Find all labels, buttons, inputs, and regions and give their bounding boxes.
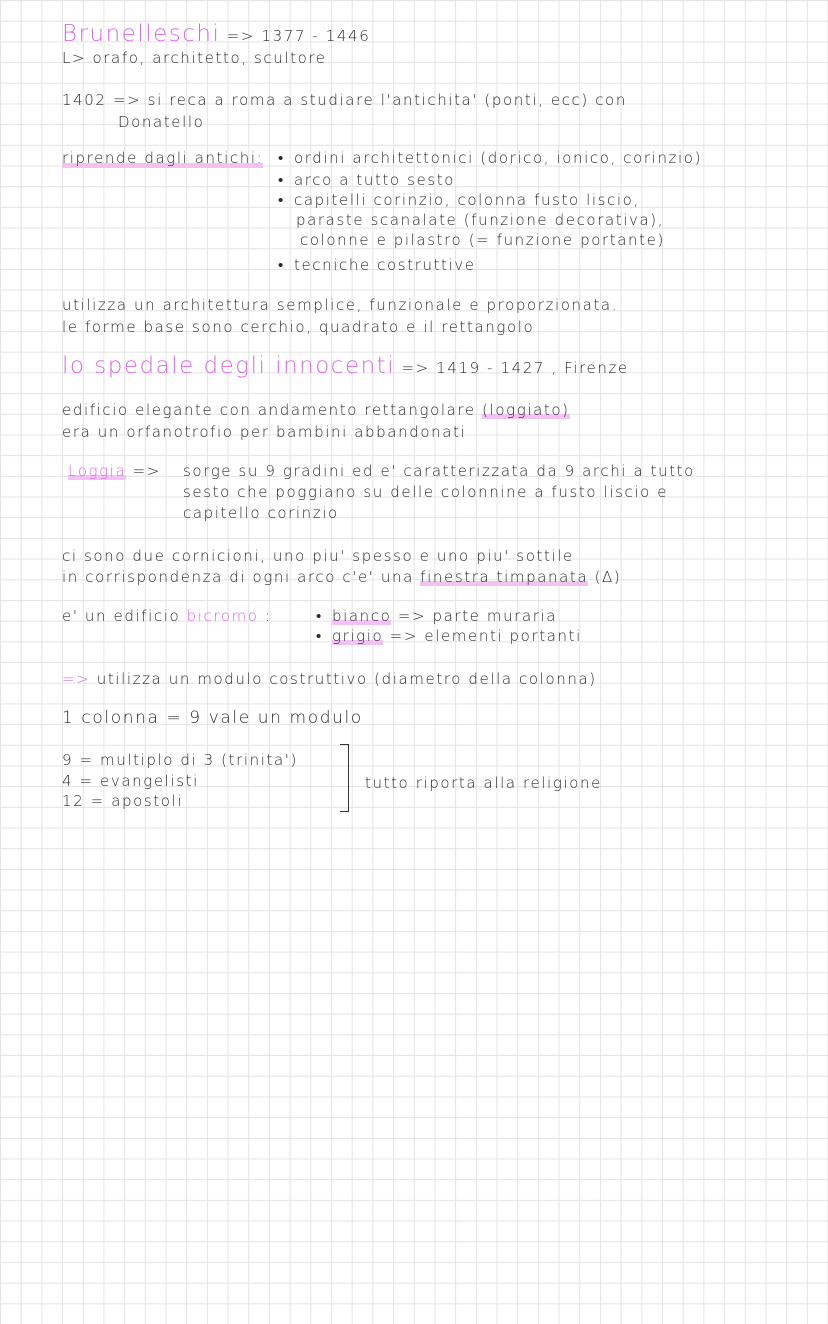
paragraph	[62, 400, 570, 420]
bullet-text: ordini architettonici (dorico, ionico, corinzio)	[294, 149, 703, 167]
dates: => 1419 - 1427 , Firenze	[401, 359, 629, 377]
bullet-cont: colonne e pilastro (= funzione portante)	[300, 231, 665, 249]
title-text: Brunelleschi	[62, 21, 221, 47]
text: utilizza un modulo costruttivo (diametro della colonna)	[96, 670, 597, 688]
heading-brunelleschi	[62, 20, 370, 48]
trip-line-2: Donatello	[118, 113, 205, 131]
bullet-item	[278, 170, 455, 190]
loggia-line	[68, 461, 161, 481]
bicromo: bicromo	[186, 607, 259, 625]
highlight: bianco	[332, 607, 392, 625]
bullet-item	[278, 148, 702, 168]
bullet-text: tecniche costruttive	[294, 256, 476, 274]
bullet-item	[316, 606, 557, 626]
riprende-label: riprende dagli antichi:	[62, 149, 264, 167]
bullet-icon: •	[278, 171, 285, 189]
trip-text: si reca a roma a studiare l'antichita' (ponti, ecc) con	[147, 91, 627, 109]
bullet-item	[278, 190, 640, 210]
number-meaning: 12 = apostoli	[62, 792, 184, 810]
arrow: =>	[132, 462, 161, 480]
number-meaning: 4 = evangelisti	[62, 772, 199, 790]
number-meaning: 9 = multiplo di 3 (trinita')	[62, 751, 298, 769]
highlight: finestra timpanata	[420, 568, 589, 586]
bullet-icon: •	[316, 607, 323, 625]
bullet-text: capitelli corinzio, colonna fusto liscio,	[294, 191, 640, 209]
dates: => 1377 - 1446	[226, 27, 371, 45]
year: 1402 =>	[62, 91, 142, 109]
title-text: lo spedale degli innocenti	[62, 353, 396, 379]
roles: L> orafo, architetto, scultore	[62, 49, 327, 67]
heading-spedale	[62, 352, 629, 380]
bullet-icon: •	[278, 149, 285, 167]
text: => parte muraria	[391, 607, 558, 625]
bicromo-line	[62, 606, 272, 626]
conclusion: tutto riporta alla religione	[365, 774, 602, 792]
text: edificio elegante con andamento rettangolare	[62, 401, 483, 419]
trip-line	[62, 90, 627, 110]
paragraph	[62, 567, 621, 587]
paragraph: sorge su 9 gradini ed e' caratterizzata da 9 archi a tutto	[183, 462, 695, 480]
modulo-line	[62, 669, 597, 689]
bullet-icon: •	[278, 256, 285, 274]
bullet-cont: paraste scanalate (funzione decorativa),	[296, 211, 665, 229]
bullet-item	[316, 626, 582, 646]
paragraph: era un orfanotrofio per bambini abbandonati	[62, 423, 467, 441]
bullet-item	[278, 255, 476, 275]
paragraph: 1 colonna = 9 vale un modulo	[62, 708, 363, 728]
text: (Δ)	[588, 568, 622, 586]
arrow: =>	[62, 670, 91, 688]
loggia-label: Loggia	[68, 462, 127, 480]
bullet-text: arco a tutto sesto	[294, 171, 455, 189]
paragraph: ci sono due cornicioni, uno piu' spesso e uno piu' sottile	[62, 547, 574, 565]
highlight: grigio	[332, 627, 384, 645]
bullet-icon: •	[278, 191, 285, 209]
text: e' un edificio	[62, 607, 187, 625]
paragraph: sesto che poggiano su delle colonnine a fusto liscio e	[183, 483, 669, 501]
paragraph: le forme base sono cerchio, quadrato e il rettangolo	[62, 318, 535, 336]
highlight: (loggiato)	[482, 401, 570, 419]
bullet-icon: •	[316, 627, 323, 645]
paragraph: capitello corinzio	[183, 504, 339, 522]
text: => elementi portanti	[383, 627, 582, 645]
colon: :	[258, 607, 272, 625]
paragraph: utilizza un architettura semplice, funzionale e proporzionata.	[62, 296, 619, 314]
text: in corrispondenza di ogni arco c'e' una	[62, 568, 421, 586]
brace	[340, 744, 349, 812]
